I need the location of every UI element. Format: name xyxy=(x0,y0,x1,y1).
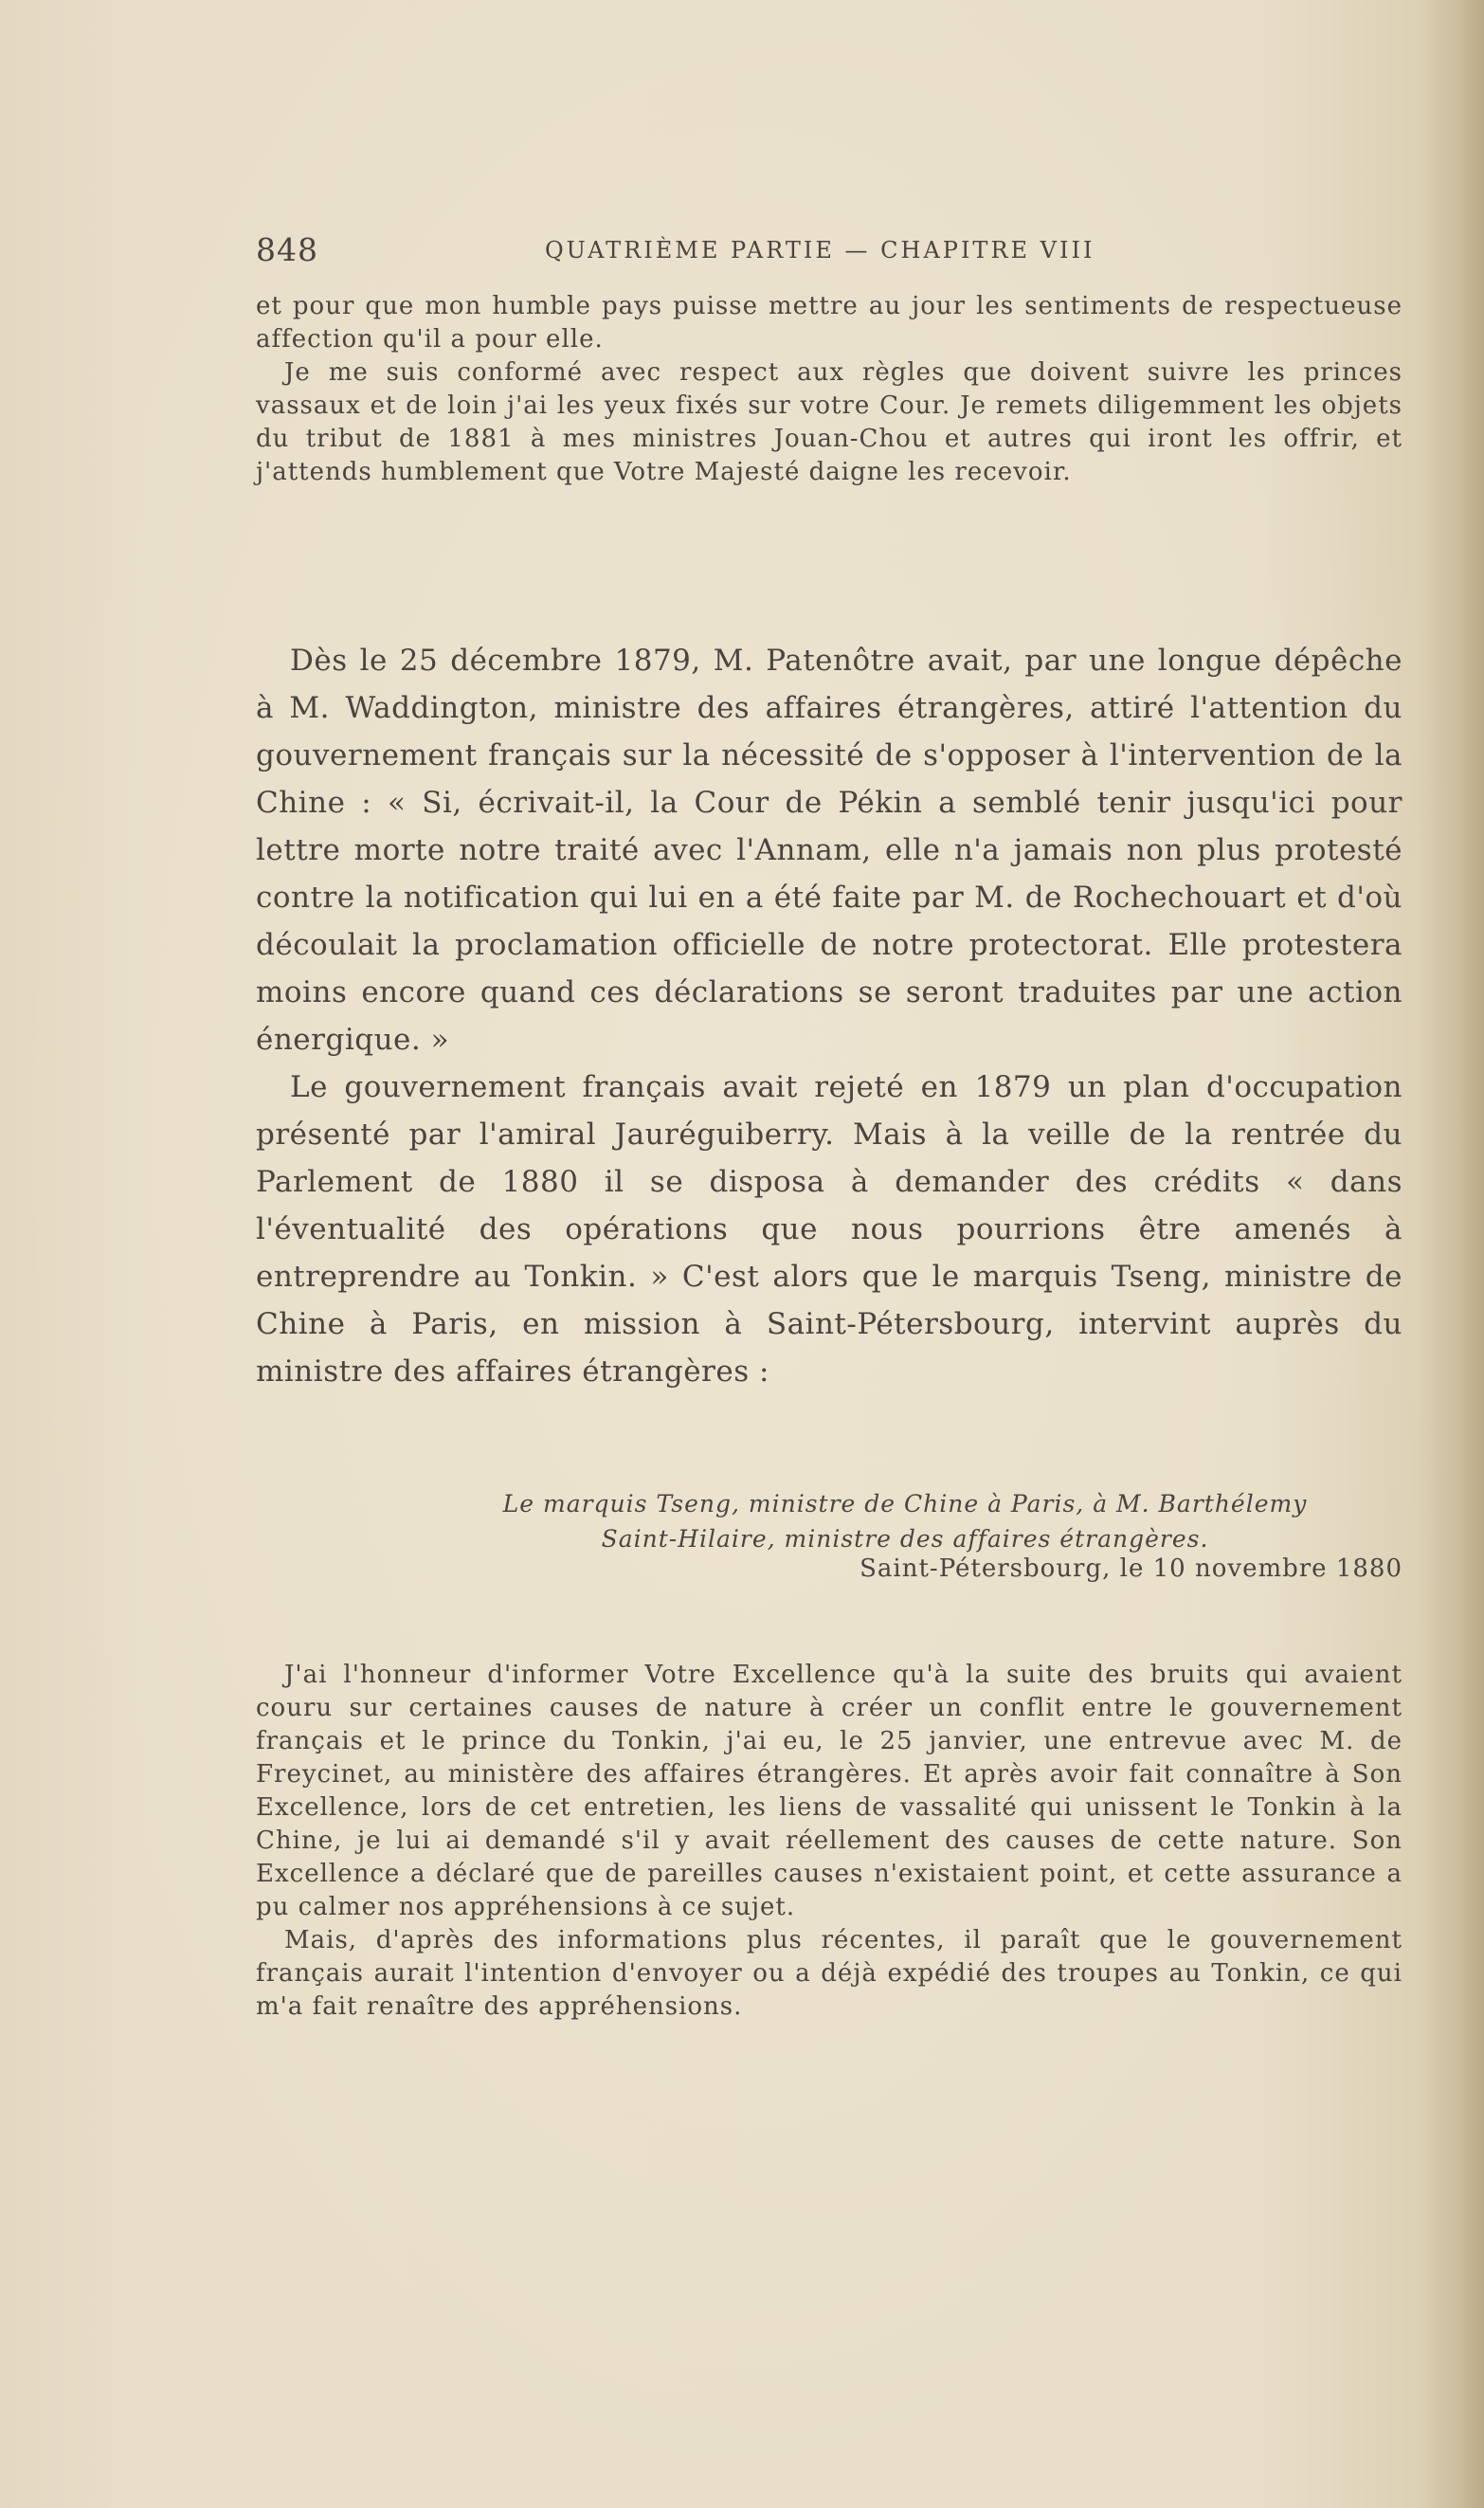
narrative-paragraph: Le gouvernement français avait rejeté en 1879 un plan d'occupation présenté par l'amiral Jauréguiberry. Mais à la veille de la rentrée du Parlement de 1880 il se disposa à demander des crédits « dans l'éventualité des opérations que nous pourrions être amenés à entreprendre au Tonkin. » C'est alors que le marquis Tseng, ministre de Chine à Paris, en mission à Saint-Pétersbourg, intervint auprès du ministre des affaires étrangères : xyxy=(256,1070,1403,1389)
letter-paragraph: et pour que mon humble pays puisse mettre au jour les sentiments de respectueuse affection qu'il a pour elle. xyxy=(256,292,1403,354)
address-line: Saint-Hilaire, ministre des affaires étrangères. xyxy=(601,1525,1209,1553)
narrative-text xyxy=(256,637,1403,1395)
address-line: Le marquis Tseng, ministre de Chine à Paris, à M. Barthélemy xyxy=(502,1490,1308,1518)
letter-address xyxy=(256,1486,1478,1556)
letter-paragraph: J'ai l'honneur d'informer Votre Excellence qu'à la suite des bruits qui avaient couru sur certaines causes de nature à créer un conflit entre le gouvernement français et le prince du Tonkin, j'ai eu, le 25 janvier, une entrevue avec M. de Freycinet, au ministère des affaires étrangères. Et après avoir fait connaître à Son Excellence, lors de cet entretien, les liens de vassalité qui unissent le Tonkin à la Chine, je lui ai demandé s'il y avait réellement des causes de cette nature. Son Excellence a déclaré que de pareilles causes n'existaient point, et cette assurance a pu calmer nos appréhensions à ce sujet. xyxy=(256,1661,1403,1921)
narrative-paragraph: Dès le 25 décembre 1879, M. Patenôtre avait, par une longue dépêche à M. Waddington, ministre des affaires étrangères, attiré l'attention du gouvernement français sur la nécessité de s'opposer à l'intervention de la Chine : « Si, écrivait-il, la Cour de Pékin a semblé tenir jusqu'ici pour lettre morte notre traité avec l'Annam, elle n'a jamais non plus protesté contre la notification qui lui en a été faite par M. de Rochechouart et d'où découlait la proclamation officielle de notre protectorat. Elle protestera moins encore quand ces déclarations se seront traduites par une action énergique. » xyxy=(256,644,1403,1057)
running-head xyxy=(256,231,1393,269)
running-title: QUATRIÈME PARTIE — CHAPITRE VIII xyxy=(545,237,1095,264)
letter-date: Saint-Pétersbourg, le 10 novembre 1880 xyxy=(860,1554,1403,1583)
letter-paragraph: Je me suis conformé avec respect aux règles que doivent suivre les princes vassaux et de loin j'ai les yeux fixés sur votre Cour. Je remets diligemment les objets du tribut de 1881 à mes ministres Jouan-Chou et autres qui iront les offrir, et j'attends humblement que Votre Majesté daigne les recevoir. xyxy=(256,358,1403,486)
letter-excerpt xyxy=(256,290,1403,489)
page-number: 848 xyxy=(256,231,318,268)
letter-paragraph: Mais, d'après des informations plus récentes, il paraît que le gouvernement français aurait l'intention d'envoyer ou a déjà expédié des troupes au Tonkin, ce qui m'a fait renaître des appréhensions. xyxy=(256,1926,1403,2021)
letter-body xyxy=(256,1659,1403,2024)
page-edge-shadow xyxy=(1418,0,1484,2508)
